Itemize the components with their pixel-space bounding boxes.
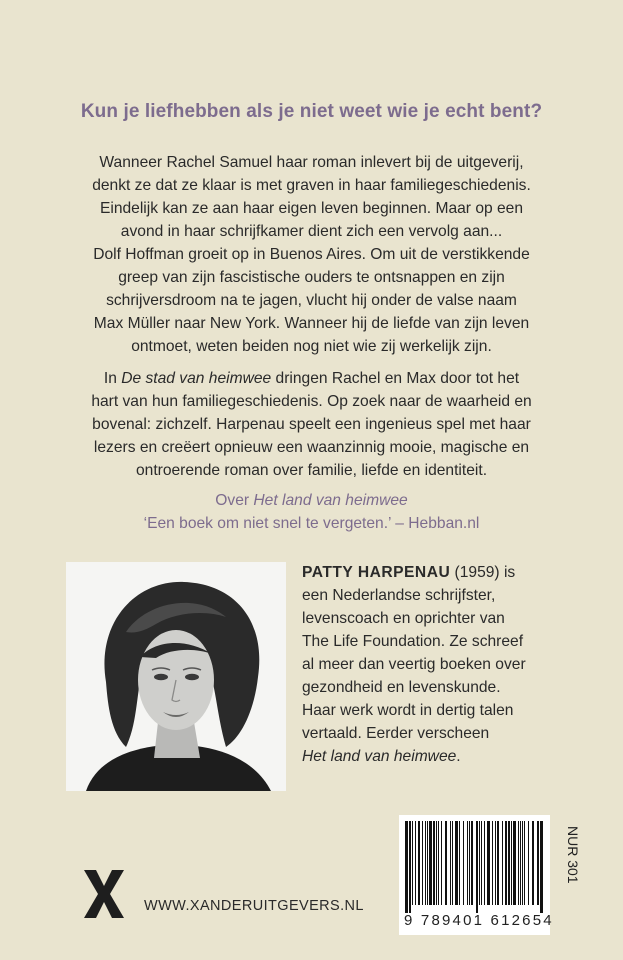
blurb-line	[40, 367, 583, 390]
book-title: De stad van heimwee	[121, 370, 272, 387]
blurb-paragraph-1	[40, 151, 583, 358]
author-year: (1959) is	[450, 564, 516, 581]
barcode-bar	[467, 821, 468, 905]
barcode-bar	[471, 821, 473, 905]
blurb-line: schrijversdroom na te jagen, vlucht hij onder de valse naam	[106, 292, 517, 309]
xander-x-icon	[82, 868, 126, 930]
bio-line: levenscoach en oprichter van	[302, 610, 505, 627]
blurb-text: In	[103, 370, 122, 387]
barcode-bar	[484, 821, 485, 905]
barcode-bar	[505, 821, 507, 905]
xander-logo	[82, 868, 126, 930]
quote-text: ‘Een boek om niet snel te vergeten.’ – Hebban.nl	[143, 515, 480, 532]
blurb-line: lezers en creëert opnieuw een waanzinnig mooie, magische en	[93, 439, 530, 456]
blurb-line: avond in haar schrijfkamer dient zich een vervolg aan...	[120, 223, 503, 240]
bio-line: vertaald. Eerder verscheen	[302, 725, 490, 742]
blurb-line: ontmoet, weten beiden nog niet wie zij werkelijk zijn.	[131, 338, 492, 355]
barcode-bar	[476, 821, 478, 913]
blurb-line: denkt ze dat ze klaar is met graven in haar familiegeschiedenis.	[92, 177, 531, 194]
bio-book-title: Het land van heimwee	[302, 748, 457, 765]
barcode-bar	[409, 821, 411, 913]
barcode-bar	[455, 821, 458, 905]
author-name: PATTY HARPENAU	[302, 564, 451, 581]
barcode-bar	[481, 821, 482, 905]
barcode-bar	[452, 821, 453, 905]
tagline: Kun je liefhebben als je niet weet wie je echt bent?	[80, 101, 543, 122]
quote-prefix: Over	[215, 492, 254, 509]
isbn-number: 9 789401 612654	[404, 912, 554, 929]
barcode-bar	[495, 821, 496, 905]
barcode-bar	[463, 821, 464, 905]
quote-book-title: Het land van heimwee	[253, 492, 408, 509]
barcode-bar	[522, 821, 523, 905]
barcode-bar	[418, 821, 420, 905]
blurb-line: Dolf Hoffman groeit op in Buenos Aires. Om uit de verstikkende	[93, 246, 530, 263]
bio-line: een Nederlandse schrijfster,	[302, 587, 496, 604]
barcode-bar	[511, 821, 512, 905]
barcode-bar	[415, 821, 416, 905]
blurb-line: hart van hun familiegeschiedenis. Op zoek naar de waarheid en	[91, 393, 532, 410]
barcode-bar	[438, 821, 439, 905]
barcode-bar	[497, 821, 499, 905]
barcode-bar	[487, 821, 490, 905]
bio-line: Haar werk wordt in dertig talen	[302, 702, 514, 719]
barcode-bar	[540, 821, 543, 913]
barcode-bar	[425, 821, 426, 905]
barcode-bar	[532, 821, 534, 905]
barcode-bar	[459, 821, 460, 905]
blurb-line: greep van zijn fascistische ouders te ontsnappen en zijn	[118, 269, 505, 286]
blurb-line: ontroerende roman over familie, liefde en identiteit.	[135, 462, 488, 479]
barcode-bars	[399, 815, 550, 913]
barcode-bar	[405, 821, 408, 913]
barcode-bar	[513, 821, 516, 905]
author-photo	[66, 562, 286, 791]
bio-line: The Life Foundation. Ze schreef	[302, 633, 524, 650]
barcode-bar	[502, 821, 503, 905]
author-bio	[302, 561, 526, 768]
bio-line	[302, 745, 526, 768]
bio-line: gezondheid en levenskunde.	[302, 679, 501, 696]
bio-line: al meer dan veertig boeken over	[302, 656, 526, 673]
barcode-bar	[450, 821, 451, 905]
barcode-bar	[441, 821, 442, 905]
blurb-line: Wanneer Rachel Samuel haar roman inlevert bij de uitgeverij,	[99, 154, 524, 171]
barcode-bar	[524, 821, 525, 905]
barcode-bar	[508, 821, 510, 905]
barcode-bar	[429, 821, 432, 905]
bio-line	[302, 561, 526, 584]
quote-source	[0, 489, 623, 512]
blurb-text: dringen Rachel en Max door tot het	[271, 370, 520, 387]
barcode-bar	[427, 821, 428, 905]
blurb-paragraph-2	[40, 367, 583, 482]
barcode-bar	[492, 821, 493, 905]
barcode-bar	[518, 821, 519, 905]
bio-punctuation: .	[456, 748, 461, 765]
publisher-website: WWW.XANDERUITGEVERS.NL	[144, 898, 364, 914]
barcode-bar	[479, 821, 480, 905]
blurb-line: Eindelijk kan ze aan haar eigen leven beginnen. Maar op een	[99, 200, 524, 217]
blurb-line: Max Müller naar New York. Wanneer hij de liefde van zijn leven	[93, 315, 530, 332]
author-portrait-image	[66, 562, 286, 791]
barcode-bar	[445, 821, 447, 905]
barcode-bar	[436, 821, 437, 905]
barcode-bar	[537, 821, 539, 905]
review-quote	[0, 489, 623, 535]
nur-code: NUR 301	[565, 826, 581, 884]
barcode-bar	[469, 821, 470, 905]
barcode-bar	[422, 821, 423, 905]
barcode-bar	[520, 821, 521, 905]
barcode-bar	[412, 821, 413, 905]
barcode-bar	[433, 821, 435, 905]
barcode-bar	[528, 821, 529, 905]
blurb-line: bovenal: zichzelf. Harpenau speelt een ingenieus spel met haar	[92, 416, 531, 433]
